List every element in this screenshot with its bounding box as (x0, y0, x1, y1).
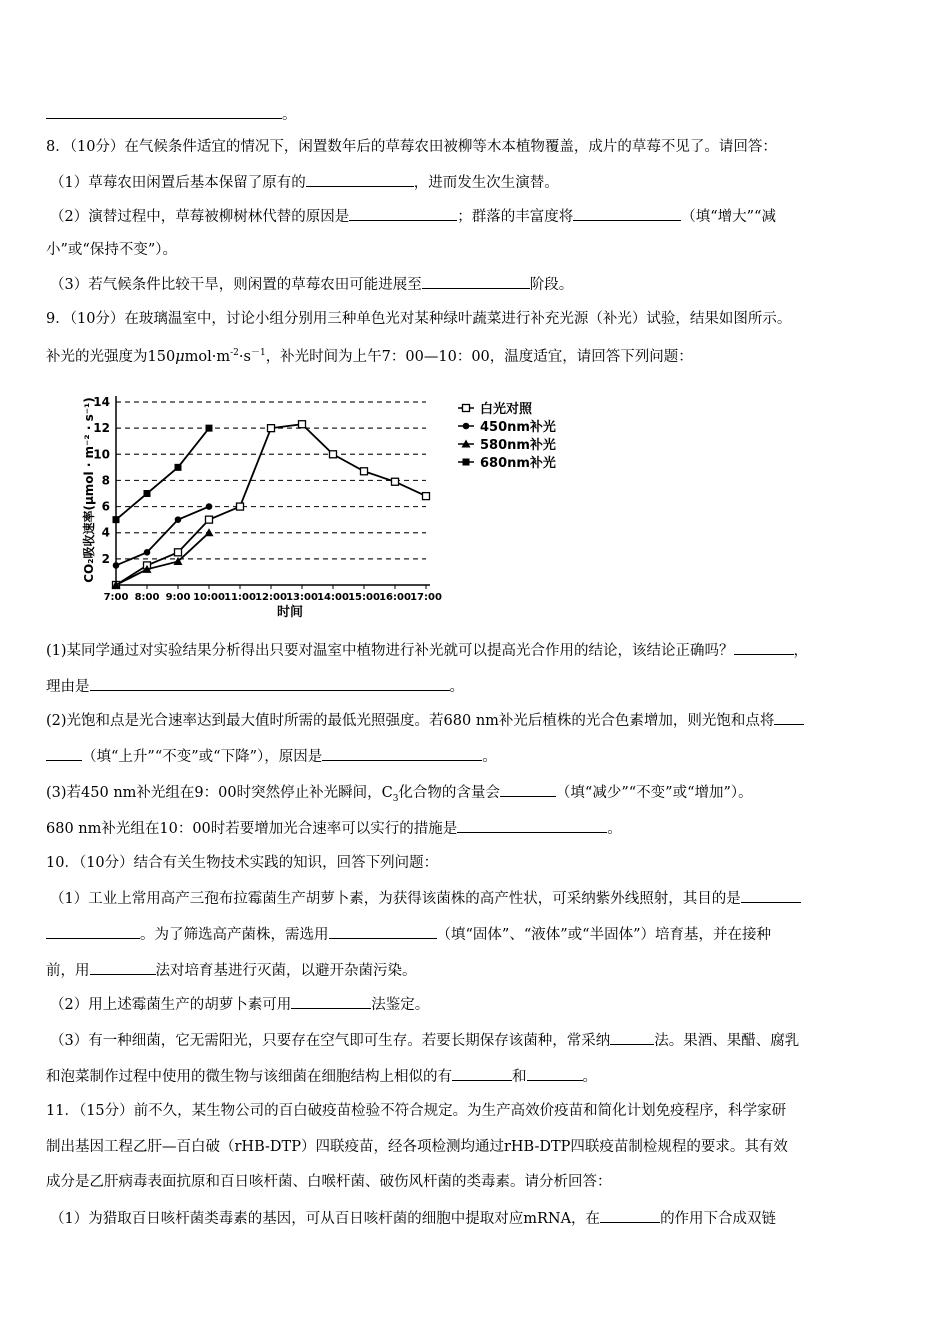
text: 理由是 (46, 679, 90, 695)
answer-blank[interactable] (610, 1030, 654, 1045)
data-point (330, 451, 337, 458)
question-10-3-cont (46, 1066, 597, 1087)
x-axis-label: 时间 (276, 605, 304, 620)
series-line (116, 428, 209, 519)
x-tick-label: 8:00 (134, 592, 160, 603)
answer-blank[interactable] (457, 818, 607, 833)
data-point (206, 425, 213, 432)
question-11-1 (50, 1208, 776, 1229)
answer-blank[interactable] (46, 924, 140, 939)
x-tick-label: 9:00 (165, 592, 191, 603)
text: ·s (238, 348, 251, 365)
y-tick-label: 10 (93, 447, 110, 462)
data-point (113, 562, 120, 569)
data-point (268, 425, 275, 432)
answer-blank[interactable] (774, 710, 804, 725)
data-point (463, 459, 470, 466)
question-9-stem: 9．（10分）在玻璃温室中，讨论小组分别用三种单色光对某种绿叶蔬菜进行补充光源（补光）试验，结果如图所示。 (46, 311, 792, 327)
data-point (175, 464, 182, 471)
answer-blank[interactable] (46, 104, 282, 119)
data-point (237, 503, 244, 510)
text: 3 (392, 793, 399, 804)
chart-legend (458, 401, 556, 471)
text: 补光的光强度为150 (46, 348, 176, 365)
data-point (113, 516, 120, 523)
co2-absorption-chart (80, 382, 600, 622)
question-8-stem: 8．（10分）在气候条件适宜的情况下，闲置数年后的草莓农田被柳等木本植物覆盖，成片的草莓不见了。请回答： (46, 139, 777, 155)
legend-label: 450nm补光 (480, 420, 556, 435)
text: －1 (250, 348, 266, 358)
answer-blank[interactable] (527, 1066, 583, 1081)
series-line (116, 424, 426, 585)
text: (1)某同学通过对实验结果分析得出只要对温室中植物进行补光就可以提高光合作用的结论，该结论正确吗？ (46, 643, 734, 659)
x-tick-label: 17:00 (410, 592, 442, 603)
text: 的作用下合成双链 (660, 1211, 777, 1227)
text: （1）为猎取百日咳杆菌类毒素的基因，可从百日咳杆菌的细胞中提取对应mRNA，在 (50, 1211, 601, 1227)
data-point (206, 503, 213, 510)
text: μ (175, 348, 185, 365)
legend-label: 白光对照 (480, 402, 533, 417)
answer-blank[interactable] (422, 274, 530, 289)
question-9-1-reason (46, 676, 464, 697)
x-tick-label: 14:00 (317, 592, 349, 603)
text: 680 nm补光组在10：00时若要增加光合速率可以实行的措施是 (46, 821, 458, 837)
legend-label: 680nm补光 (480, 456, 556, 471)
question-8-2-cont: 小”或“保持不变”）。 (46, 242, 177, 258)
answer-blank[interactable] (46, 746, 82, 761)
answer-blank[interactable] (600, 1208, 660, 1223)
answer-blank[interactable] (349, 206, 457, 221)
data-point (144, 490, 151, 497)
question-10-1-cont (46, 924, 771, 945)
text: （1）草莓农田闲置后基本保留了原有的 (50, 175, 306, 191)
data-point (463, 405, 470, 412)
data-point (206, 516, 213, 523)
text: (3)若450 nm补光组在9：00时突然停止补光瞬间，C (46, 785, 393, 801)
text: （填“固体”、“液体”或“半固体”）培育基，并在接种 (436, 927, 771, 943)
text: 。 (582, 1069, 597, 1085)
text: 和 (512, 1069, 527, 1085)
text: 。 (282, 107, 297, 123)
text: （填“上升”“不变”或“下降”），原因是 (82, 749, 323, 765)
data-point (175, 549, 182, 556)
x-tick-label: 11:00 (224, 592, 256, 603)
text: （填“减少”“不变”或“增加”）。 (555, 785, 753, 801)
y-tick-label: 2 (101, 551, 110, 566)
text: 化合物的含量会 (398, 785, 500, 801)
question-11-stem-cont2: 成分是乙肝病毒表面抗原和百日咳杆菌、白喉杆菌、破伤风杆菌的类毒素。请分析回答： (46, 1174, 612, 1190)
question-10-1 (50, 888, 801, 909)
legend-label: 580nm补光 (480, 438, 556, 453)
x-tick-label: 10:00 (193, 592, 225, 603)
y-axis-label: CO₂吸收速率(μmol · m⁻² · s⁻¹) (82, 397, 96, 583)
text: mol·m (184, 348, 231, 365)
question-9-2 (46, 710, 804, 731)
y-tick-label: 6 (101, 499, 110, 514)
text: ， (793, 643, 809, 659)
answer-blank[interactable] (734, 640, 794, 655)
text: 和泡菜制作过程中使用的微生物与该细菌在细胞结构上相似的有 (46, 1069, 452, 1085)
data-point (423, 493, 430, 500)
answer-blank[interactable] (90, 960, 156, 975)
text: 。 (449, 679, 464, 695)
question-11-stem-cont: 制出基因工程乙肝—百白破（rHB-DTP）四联疫苗，经各项检测均通过rHB-DTP四联疫苗制检规程的要求。其有效 (46, 1139, 788, 1155)
text: （3）若气候条件比较干旱，则闲置的草莓农田可能进展至 (50, 277, 422, 293)
text: （3）有一种细菌，它无需阳光，只要存在空气即可生存。若要长期保存该菌种，常采纳 (50, 1033, 611, 1049)
answer-blank[interactable] (322, 746, 482, 761)
question-10-2 (50, 994, 429, 1015)
text: 法鉴定。 (371, 997, 430, 1013)
question-8-1 (50, 172, 559, 193)
text: ，进而发生次生演替。 (413, 175, 559, 191)
text: ，补光时间为上午7：00—10：00，温度适宜，请回答下列问题： (265, 348, 693, 365)
text: -2 (230, 348, 239, 358)
question-9-1 (46, 640, 808, 661)
text: 前，用 (46, 963, 90, 979)
text: ；群落的丰富度将 (457, 209, 574, 225)
data-point (392, 478, 399, 485)
data-point (463, 423, 470, 430)
data-point (299, 421, 306, 428)
series-3 (113, 425, 213, 523)
x-tick-label: 13:00 (286, 592, 318, 603)
answer-blank[interactable] (500, 782, 556, 797)
series-0 (113, 421, 430, 589)
question-11-stem: 11．（15分）前不久，某生物公司的百白破疫苗检验不符合规定。为生产高效价疫苗和简化计划免疫程序，科学家研 (46, 1103, 787, 1119)
question-10-1-cont2 (46, 960, 417, 981)
x-tick-label: 7:00 (103, 592, 129, 603)
data-point (175, 516, 182, 523)
answer-blank[interactable] (329, 924, 437, 939)
question-9-2-cont (46, 746, 497, 767)
answer-blank[interactable] (291, 994, 371, 1009)
question-10-stem: 10．（10分）结合有关生物技术实践的知识，回答下列问题： (46, 855, 439, 871)
y-tick-label: 12 (93, 421, 110, 436)
answer-blank[interactable] (573, 206, 681, 221)
question-8-3 (50, 274, 573, 295)
answer-blank[interactable] (741, 888, 801, 903)
y-tick-label: 4 (101, 525, 110, 540)
y-tick-label: 8 (101, 473, 110, 488)
question-9-stem-cont (46, 343, 693, 367)
text: (2)光饱和点是光合速率达到最大值时所需的最低光照强度。若680 nm补光后植株的光合色素增加，则光饱和点将 (46, 713, 775, 729)
series-line (116, 507, 209, 566)
chart-series (112, 421, 430, 589)
text: 法对培育基进行灭菌，以避开杂菌污染。 (155, 963, 417, 979)
question-9-3-cont (46, 818, 622, 839)
data-point (361, 468, 368, 475)
x-tick-label: 15:00 (348, 592, 380, 603)
data-point (144, 549, 151, 556)
text: 。 (482, 749, 497, 765)
question-8-2 (50, 206, 776, 227)
y-tick-label: 14 (93, 395, 110, 409)
text: （2）用上述霉菌生产的胡萝卜素可用 (50, 997, 292, 1013)
answer-blank[interactable] (452, 1066, 512, 1081)
prev-answer-line (46, 104, 297, 125)
text: （填“增大”“减 (681, 209, 776, 225)
text: 。 (607, 821, 622, 837)
data-point (205, 528, 214, 536)
x-tick-label: 16:00 (379, 592, 411, 603)
x-tick-label: 12:00 (255, 592, 287, 603)
text: 。为了筛选高产菌株，需选用 (140, 927, 329, 943)
answer-blank[interactable] (306, 172, 414, 187)
question-9-3 (46, 782, 753, 809)
text: 阶段。 (529, 277, 574, 293)
text: （1）工业上常用高产三孢布拉霉菌生产胡萝卜素，为获得该菌株的高产性状，可采纳紫外线照射，其目的是 (50, 891, 741, 907)
text: （2）演替过程中，草莓被柳树林代替的原因是 (50, 209, 350, 225)
answer-blank[interactable] (90, 676, 450, 691)
text: 法。果酒、果醋、腐乳 (654, 1033, 800, 1049)
question-10-3 (50, 1030, 799, 1051)
